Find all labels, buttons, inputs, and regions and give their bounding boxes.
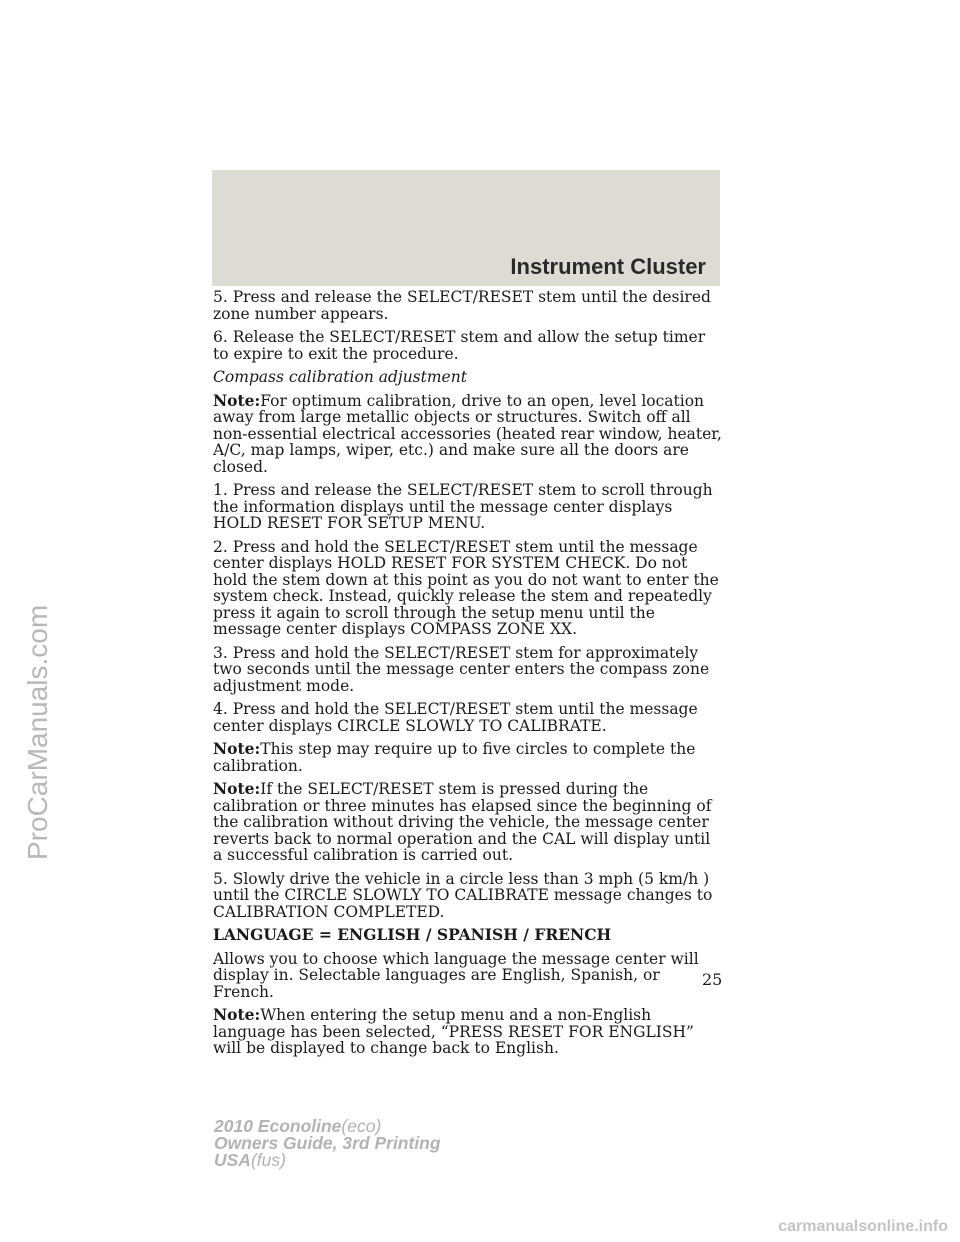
note-text: If the SELECT/RESET stem is pressed during the calibration or three minutes has elapsed since the beginning of the calibration without driving the vehicle, the message center reverts back to normal operation and the CAL will display until a successful calibration is carried out. — [213, 780, 712, 864]
step-5-zone: 5. Press and release the SELECT/RESET stem until the desired zone number appears. — [213, 288, 711, 323]
note-text: This step may require up to five circles to complete the calibration. — [213, 740, 696, 775]
section-title: Instrument Cluster — [510, 254, 706, 279]
step-6-exit: 6. Release the SELECT/RESET stem and allow the setup timer to expire to exit the procedure. — [213, 328, 706, 363]
footer-line-2: Owners Guide, 3rd Printing — [214, 1133, 441, 1153]
note-label: Note: — [213, 1005, 261, 1024]
calibration-step-1: 1. Press and release the SELECT/RESET stem to scroll through the information displays until the message center displays HOLD RESET FOR SETUP MENU. — [213, 481, 713, 532]
footer-market: USA — [214, 1150, 251, 1170]
note-language-reset — [213, 1007, 723, 1057]
calibration-step-2: 2. Press and hold the SELECT/RESET stem until the message center displays HOLD RESET FOR SYSTEM CHECK. Do not hold the stem down at this point as you do not want to enter the system check. Instead, quickly release the stem and repeatedly press it again to scroll through the setup menu until the message center displays COMPASS ZONE XX. — [213, 537, 719, 638]
footer-model-code: (eco) — [341, 1116, 382, 1136]
note-text: When entering the setup menu and a non-English language has been selected, “PRESS RESET FOR ENGLISH” will be displayed to change back to English. — [213, 1006, 694, 1057]
note-text: For optimum calibration, drive to an open, level location away from large metallic objects or structures. Switch off all non-essential electrical accessories (heated rear window, heater, A/C, map lamps, wiper, etc.) and make sure all the doors are closed. — [213, 391, 722, 476]
footer-market-code: (fus) — [250, 1150, 286, 1170]
note-optimum-calibration — [213, 390, 723, 476]
language-description: Allows you to choose which language the message center will display in. Selectable languages are English, Spanish, or French. — [213, 949, 699, 1001]
page-content — [213, 289, 723, 1064]
footer-model: 2010 Econoline — [214, 1116, 342, 1136]
bottom-watermark: carmanualsonline.info — [778, 1218, 948, 1235]
note-label: Note: — [213, 779, 261, 798]
note-label: Note: — [213, 390, 261, 410]
calibration-step-3: 3. Press and hold the SELECT/RESET stem for approximately two seconds until the message center enters the compass zone adjustment mode. — [213, 643, 710, 695]
section-header-band — [212, 170, 720, 286]
side-watermark: ProCarManuals.com — [22, 604, 53, 860]
footer-line-3 — [214, 1152, 441, 1169]
note-label: Note: — [213, 739, 261, 758]
page-number: 25 — [702, 970, 723, 989]
note-calibration-interrupted — [213, 781, 723, 864]
calibration-step-4: 4. Press and hold the SELECT/RESET stem until the message center displays CIRCLE SLOWLY TO CALIBRATE. — [213, 700, 698, 735]
calibration-step-5: 5. Slowly drive the vehicle in a circle less than 3 mph (5 km/h ) until the CIRCLE SLOWLY TO CALIBRATE message changes to CALIBRATION COMPLETED. — [213, 869, 713, 921]
language-heading: LANGUAGE = ENGLISH / SPANISH / FRENCH — [213, 925, 612, 944]
document-footer — [214, 1118, 441, 1169]
compass-calibration-subheading: Compass calibration adjustment — [213, 368, 467, 386]
note-five-circles — [213, 741, 723, 774]
